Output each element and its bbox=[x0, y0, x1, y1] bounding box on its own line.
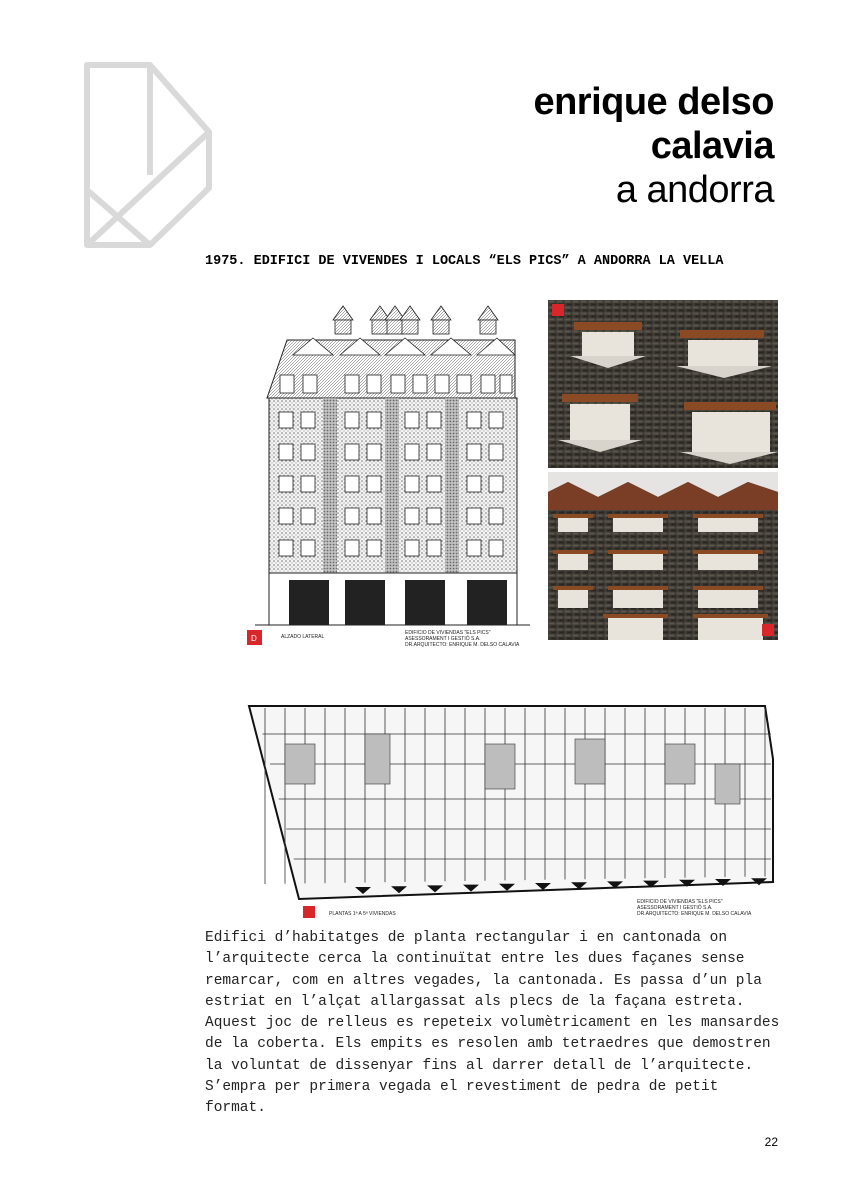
elevation-window bbox=[301, 508, 315, 524]
elevation-caption-3: DR.ARQUITECTO: ENRIQUE M. DELSO CALAVIA bbox=[405, 642, 520, 648]
elevation-svg bbox=[245, 300, 537, 650]
facade-photo-detail-svg bbox=[548, 300, 778, 468]
plan-caption-2: ASESSORAMENT I GESTIÓ S.A. bbox=[637, 905, 713, 911]
elevation-window bbox=[405, 508, 419, 524]
elevation-window bbox=[467, 444, 481, 460]
elevation-window bbox=[489, 508, 503, 524]
elevation-window bbox=[427, 444, 441, 460]
elevation-window bbox=[489, 444, 503, 460]
elevation-label: ALZADO LATERAL bbox=[281, 634, 325, 640]
svg-text:D: D bbox=[251, 634, 257, 643]
elevation-window bbox=[367, 476, 381, 492]
elevation-window bbox=[427, 508, 441, 524]
elevation-window bbox=[301, 476, 315, 492]
plan-caption-1: EDIFICIO DE VIVIENDAS "ELS PICS" bbox=[637, 899, 723, 905]
elevation-window bbox=[301, 444, 315, 460]
title-block bbox=[533, 80, 774, 212]
facade-photo-overview-svg bbox=[548, 472, 778, 640]
elevation-window bbox=[345, 508, 359, 524]
facade-photo-detail bbox=[548, 300, 778, 468]
elevation-window bbox=[279, 508, 293, 524]
floor-plan-drawing bbox=[245, 704, 778, 919]
elevation-window bbox=[301, 412, 315, 428]
elevation-window bbox=[427, 476, 441, 492]
elevation-window bbox=[467, 476, 481, 492]
title-surname-line: calavia bbox=[650, 125, 774, 167]
elevation-window bbox=[405, 476, 419, 492]
elevation-window bbox=[405, 444, 419, 460]
plan-label: PLANTAS 1ª A 5ª VIVIENDAS bbox=[329, 911, 396, 917]
elevation-drawing bbox=[245, 300, 537, 650]
elevation-caption-1: EDIFICIO DE VIVIENDAS "ELS PICS" bbox=[405, 630, 491, 636]
elevation-window bbox=[279, 412, 293, 428]
elevation-window bbox=[467, 540, 481, 556]
elevation-window bbox=[427, 412, 441, 428]
elevation-window bbox=[279, 444, 293, 460]
elevation-caption-2: ASESSORAMENT I GESTIÓ S.A. bbox=[405, 636, 481, 642]
elevation-window bbox=[367, 508, 381, 524]
project-description: Edifici d’habitatges de planta rectangular i en cantonada on l’arquitecte cerca la continuïtat entre les dues façanes sense remarcar, com en altres vegades, la cantonada. Es passa d’un pla estriat en l’alçat allargassat als plecs de la façana estreta. Aquest joc de relleus es repeteix volumètricament en les mansardes de la coberta. Els empits es resolen amb tetraedres que demostren la voluntat de dissenyar fins al darrer detall de l’arquitecte. S’empra per primera vegada el revestiment de pedra de petit format. bbox=[205, 930, 780, 1117]
elevation-window bbox=[405, 412, 419, 428]
facade-photo-overview bbox=[548, 472, 778, 640]
elevation-window bbox=[279, 476, 293, 492]
elevation-window bbox=[345, 540, 359, 556]
elevation-window bbox=[489, 412, 503, 428]
elevation-window bbox=[301, 540, 315, 556]
elevation-window bbox=[467, 508, 481, 524]
title-name-line: enrique delso bbox=[533, 81, 774, 123]
elevation-window bbox=[405, 540, 419, 556]
page-number: 22 bbox=[764, 1135, 778, 1149]
elevation-window bbox=[345, 444, 359, 460]
elevation-window bbox=[367, 540, 381, 556]
elevation-window bbox=[489, 476, 503, 492]
elevation-window bbox=[489, 540, 503, 556]
title-place-line: a andorra bbox=[615, 169, 774, 211]
elevation-window bbox=[345, 476, 359, 492]
elevation-window bbox=[367, 444, 381, 460]
elevation-window bbox=[345, 412, 359, 428]
floor-plan-svg bbox=[245, 704, 778, 919]
monogram-logo-icon bbox=[82, 60, 214, 250]
elevation-window bbox=[467, 412, 481, 428]
elevation-window bbox=[427, 540, 441, 556]
elevation-window bbox=[367, 412, 381, 428]
elevation-window bbox=[279, 540, 293, 556]
plan-caption-3: DR.ARQUITECTO: ENRIQUE M. DELSO CALAVIA bbox=[637, 911, 752, 917]
project-heading: 1975. EDIFICI DE VIVENDES I LOCALS “ELS PICS” A ANDORRA LA VELLA bbox=[205, 254, 724, 269]
